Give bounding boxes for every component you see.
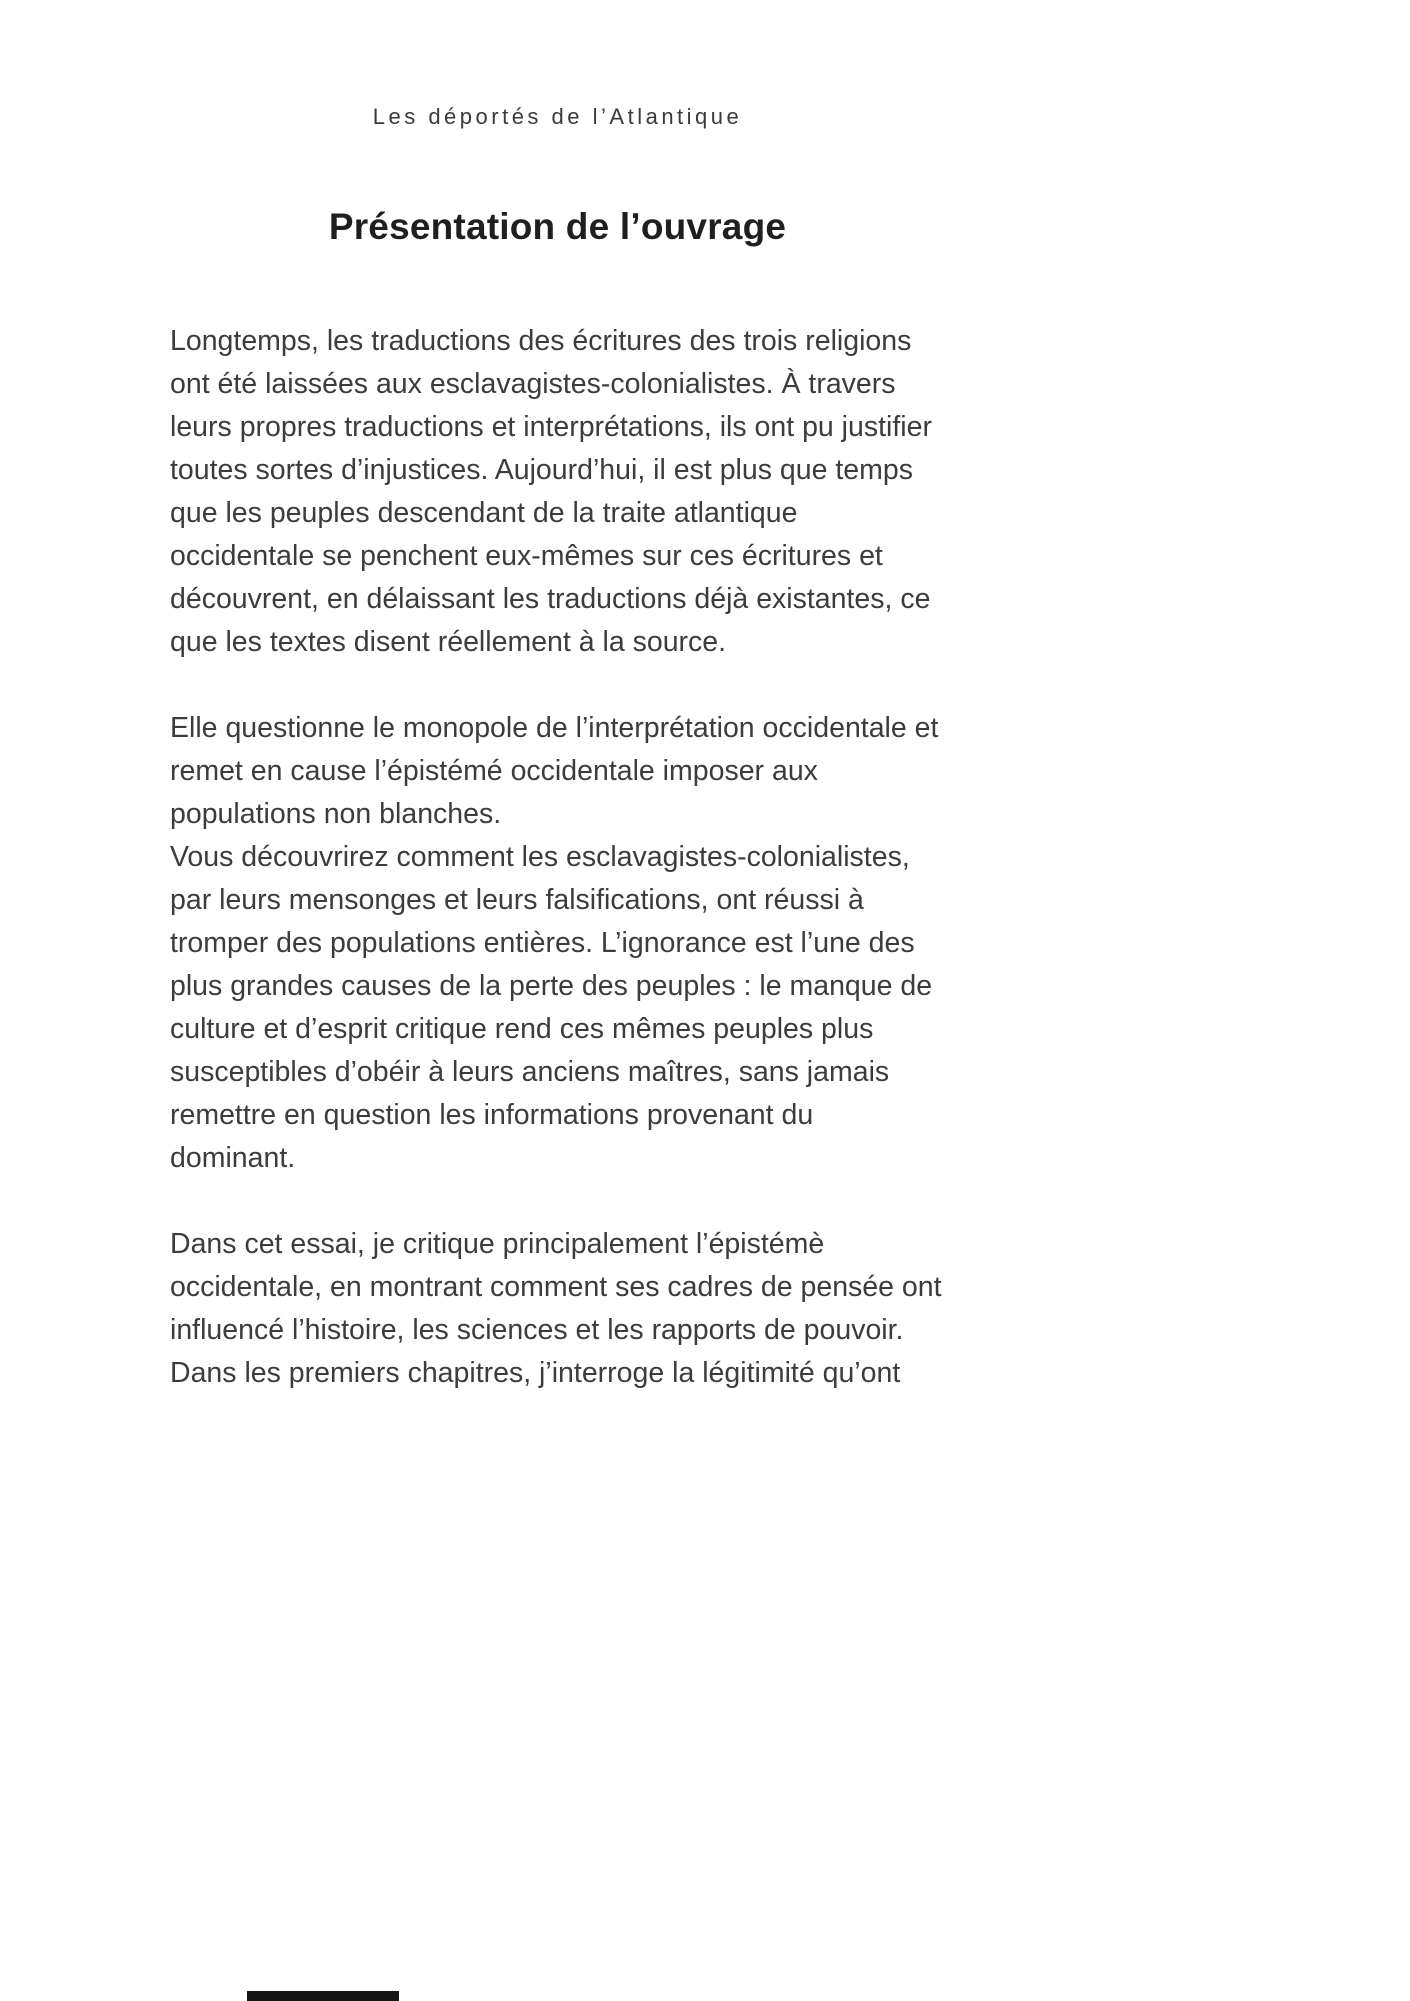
paragraph-4: Dans cet essai, je critique principalement l’épistémè occidentale, en montrant comment ses cadres de pensée ont influencé l’histoire, les sciences et les rapports de pouvoir.: [170, 1228, 942, 1346]
document-page: [170, 0, 945, 2001]
paragraph-3: Vous découvrirez comment les esclavagistes-colonialistes, par leurs mensonges et leurs falsifications, ont réussi à tromper des populations entières. L’ignorance est l’une des plus grandes causes de la perte des peuples : le manque de culture et d’esprit critique rend ces mêmes peuples plus susceptibles d’obéir à leurs anciens maîtres, sans jamais remettre en question les informations provenant du dominant.: [170, 841, 933, 1174]
page-bottom-artifact: [247, 1991, 399, 2001]
body-text: [170, 320, 945, 1395]
paragraph-5: Dans les premiers chapitres, j’interroge la légitimité qu’ont: [170, 1357, 901, 1389]
page-title: Présentation de l’ouvrage: [328, 206, 787, 247]
paragraph-2: Elle questionne le monopole de l’interprétation occidentale et remet en cause l’épistémé occidentale imposer aux populations non blanches.: [170, 712, 939, 830]
running-header: Les déportés de l’Atlantique: [372, 104, 743, 129]
paragraph-1: Longtemps, les traductions des écritures des trois religions ont été laissées aux esclavagistes-colonialistes. À travers leurs propres traductions et interprétations, ils ont pu justifier toutes sortes d’injustices. Aujourd’hui, il est plus que temps que les peuples descendant de la traite atlantique occidentale se penchent eux-mêmes sur ces écritures et découvrent, en délaissant les traductions déjà existantes, ce que les textes disent réellement à la source.: [170, 325, 932, 658]
